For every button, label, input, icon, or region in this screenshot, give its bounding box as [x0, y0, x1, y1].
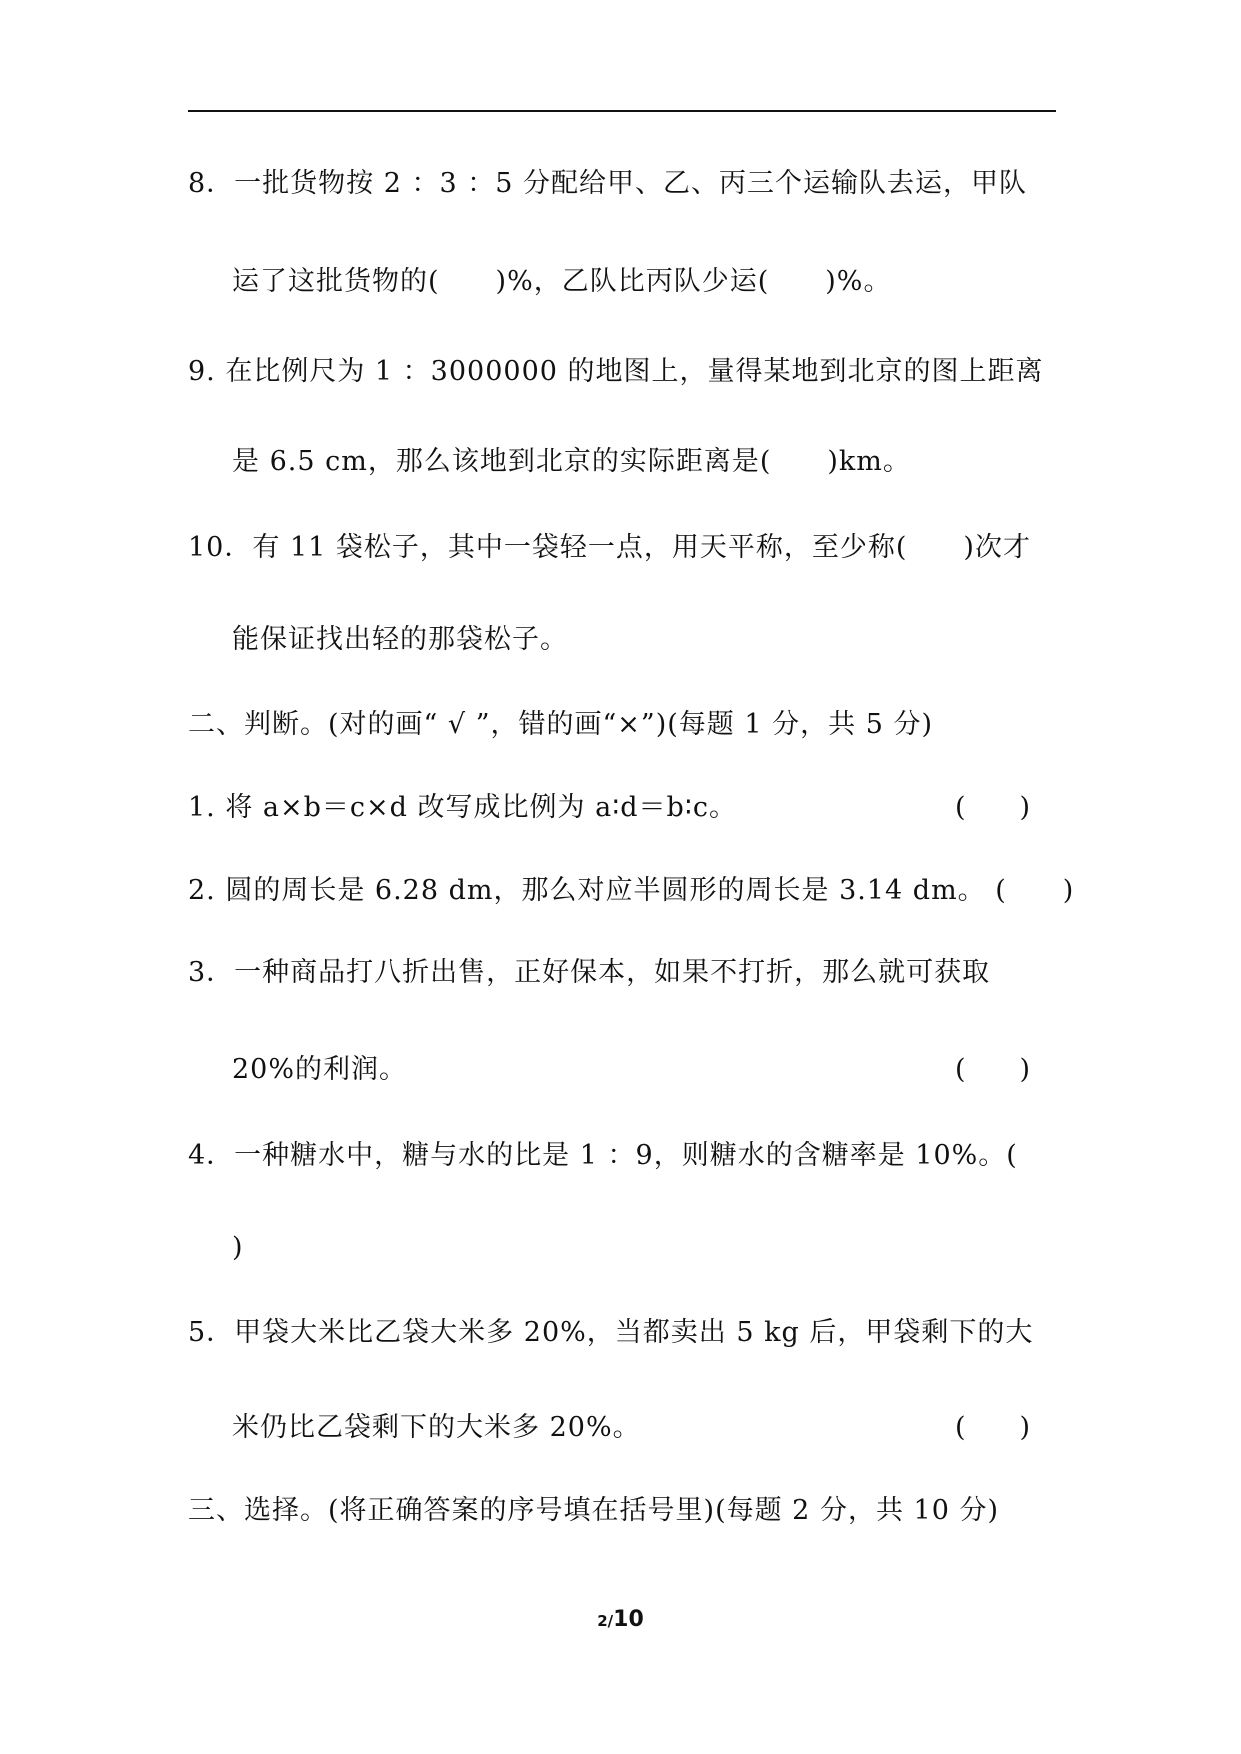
judge-q3-line1: 3．一种商品打八折出售，正好保本，如果不打折，那么就可获取: [188, 957, 991, 988]
q8-line1: 8．一批货物按 2 ：3 ：5 分配给甲、乙、丙三个运输队去运，甲队: [188, 168, 1028, 199]
section-choice-heading: 三、选择。(将正确答案的序号填在括号里)(每题 2 分，共 10 分): [188, 1495, 999, 1526]
page-current: 2/: [597, 1612, 614, 1630]
judge-q4-line2: ): [232, 1232, 244, 1263]
q9-line1: 9. 在比例尺为 1 ：3000000 的地图上，量得某地到北京的图上距离: [188, 356, 1044, 387]
judge-q5-line1: 5．甲袋大米比乙袋大米多 20%，当都卖出 5 kg 后，甲袋剩下的大: [188, 1317, 1034, 1348]
judge-q2: 2. 圆的周长是 6.28 dm，那么对应半圆形的周长是 3.14 dm。 ( ): [188, 875, 1075, 906]
q10-line2: 能保证找出轻的那袋松子。: [232, 624, 568, 655]
q8-line2: 运了这批货物的( )%，乙队比丙队少运( )%。: [232, 266, 892, 297]
page-number: [0, 1607, 1241, 1632]
q10-line1: 10．有 11 袋松子，其中一袋轻一点，用天平称，至少称( )次才: [188, 532, 1031, 563]
judge-q3-answer-blank: ( ): [955, 1054, 1031, 1085]
judge-q3-line2: 20%的利润。: [232, 1054, 408, 1085]
judge-q4-line1: 4．一种糖水中，糖与水的比是 1 ：9，则糖水的含糖率是 10%。(: [188, 1140, 1018, 1171]
judge-q5-line2: 米仍比乙袋剩下的大米多 20%。: [232, 1412, 641, 1443]
page-total: 10: [613, 1607, 644, 1632]
header-rule: [188, 110, 1056, 112]
judge-q5-answer-blank: ( ): [955, 1412, 1031, 1443]
judge-q1-answer-blank: ( ): [955, 792, 1031, 823]
judge-q1: 1. 将 a×b＝c×d 改写成比例为 a∶d＝b∶c。: [188, 792, 737, 823]
q9-line2: 是 6.5 cm，那么该地到北京的实际距离是( )km。: [232, 446, 911, 477]
section-judge-heading: 二、判断。(对的画“ √ ”，错的画“×”)(每题 1 分，共 5 分): [188, 709, 934, 740]
